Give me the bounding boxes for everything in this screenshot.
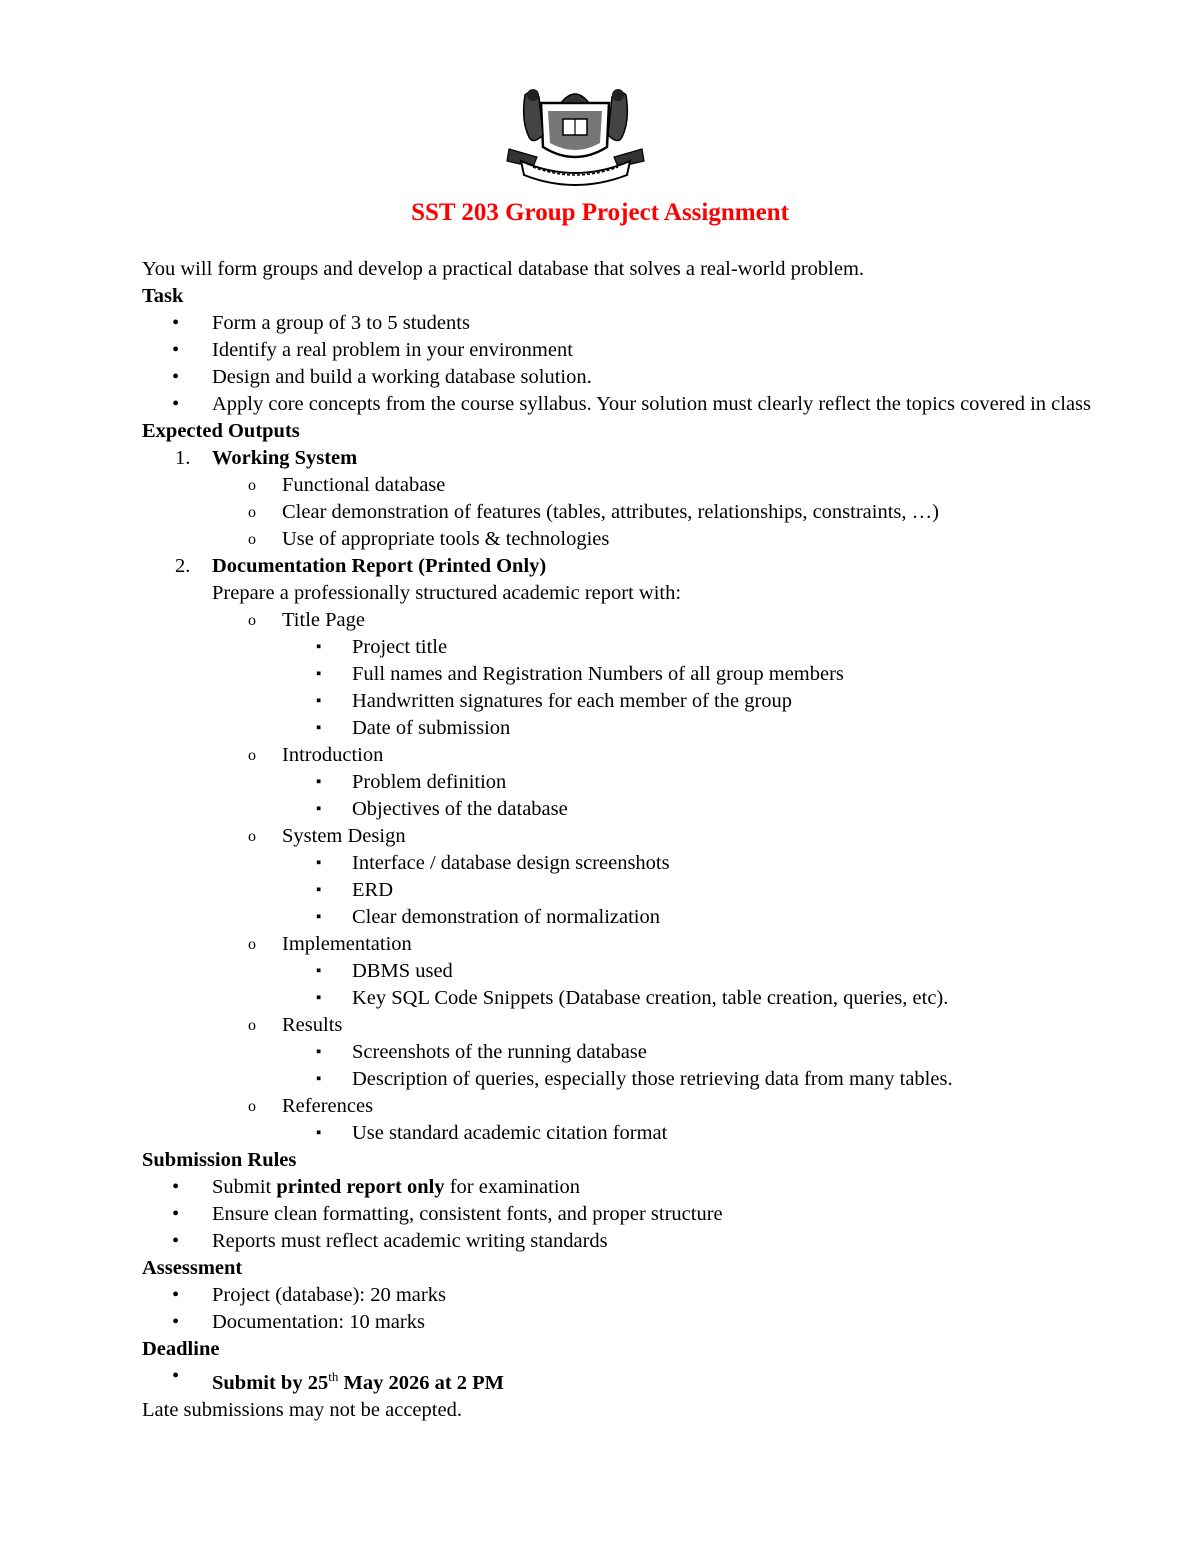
section-items — [282, 769, 1142, 823]
list-item: ▪ Objectives of the database — [282, 796, 1142, 823]
section-name: System Design — [282, 825, 406, 847]
working-system-item — [142, 445, 1142, 553]
documentation-report-item — [142, 553, 1142, 1147]
list-item: ▪ Key SQL Code Snippets (Database creation, table creation, queries, etc). — [282, 985, 1142, 1012]
deadline-day-suffix: th — [328, 1369, 339, 1384]
list-item: o Clear demonstration of features (tables, attributes, relationships, constraints, …) — [212, 499, 1142, 526]
list-item: • Reports must reflect academic writing standards — [142, 1228, 1142, 1255]
section-system-design — [212, 823, 1142, 931]
list-item: o Functional database — [212, 472, 1142, 499]
working-system-title: Working System — [212, 447, 358, 469]
assessment-heading: Assessment — [142, 1257, 243, 1279]
section-name: Title Page — [282, 609, 365, 631]
section-items — [282, 634, 1142, 742]
list-item — [142, 1363, 1142, 1397]
deadline-date: May 2026 at 2 PM — [338, 1371, 505, 1394]
list-item: ▪ Screenshots of the running database — [282, 1039, 1142, 1066]
submission-rules-heading: Submission Rules — [142, 1149, 297, 1171]
list-item: ▪ DBMS used — [282, 958, 1142, 985]
list-item: • Form a group of 3 to 5 students — [142, 310, 1142, 337]
section-name: Introduction — [282, 744, 384, 766]
task-heading: Task — [142, 285, 184, 307]
expected-outputs-list — [142, 445, 1142, 1147]
list-item: • Project (database): 20 marks — [142, 1282, 1142, 1309]
list-item: • Identify a real problem in your environment — [142, 337, 1142, 364]
section-items — [282, 1120, 1142, 1147]
intro-text: You will form groups and develop a practical database that solves a real-world problem. — [142, 258, 865, 280]
assessment-list — [142, 1282, 1142, 1336]
document-body — [142, 256, 1142, 1424]
section-items — [282, 850, 1142, 931]
list-item: • Documentation: 10 marks — [142, 1309, 1142, 1336]
list-item: • Apply core concepts from the course syllabus. Your solution must clearly reflect the topics covered in class — [142, 391, 1142, 418]
section-name: Implementation — [282, 933, 412, 955]
list-item — [142, 1174, 1142, 1201]
list-item: ▪ Full names and Registration Numbers of all group members — [282, 661, 1142, 688]
documentation-report-title: Documentation Report (Printed Only) — [212, 555, 547, 577]
documentation-sections-list — [282, 607, 1142, 1147]
documentation-report-lead: Prepare a professionally structured academic report with: — [212, 582, 682, 604]
bold-text-run: printed report only — [276, 1176, 445, 1198]
text-run: for examination — [444, 1176, 581, 1198]
list-item: ▪ Interface / database design screenshots — [282, 850, 1142, 877]
section-results — [212, 1012, 1142, 1093]
section-introduction — [212, 742, 1142, 823]
deadline-heading: Deadline — [142, 1338, 220, 1360]
section-items — [282, 1039, 1142, 1093]
section-references — [212, 1093, 1142, 1147]
expected-outputs-heading: Expected Outputs — [142, 420, 300, 442]
list-item: ▪ Project title — [282, 634, 1142, 661]
deadline-list — [142, 1363, 1142, 1397]
working-system-list — [282, 472, 1142, 553]
list-item: • Design and build a working database solution. — [142, 364, 1142, 391]
task-list — [142, 310, 1142, 418]
university-crest-icon — [503, 85, 648, 195]
document-title: SST 203 Group Project Assignment — [411, 199, 789, 226]
list-item: ▪ ERD — [282, 877, 1142, 904]
section-title-page — [212, 607, 1142, 742]
section-name: References — [282, 1095, 374, 1117]
submission-rules-list — [142, 1174, 1142, 1255]
list-item: ▪ Date of submission — [282, 715, 1142, 742]
list-item: ▪ Handwritten signatures for each member of the group — [282, 688, 1142, 715]
list-item: ▪ Problem definition — [282, 769, 1142, 796]
text-run: Submit — [212, 1176, 277, 1198]
deadline-day: 25 — [307, 1371, 329, 1394]
late-submission-note: Late submissions may not be accepted. — [142, 1398, 462, 1421]
list-item: ▪ Clear demonstration of normalization — [282, 904, 1142, 931]
section-items — [282, 958, 1142, 1012]
section-implementation — [212, 931, 1142, 1012]
list-item: ▪ Use standard academic citation format — [282, 1120, 1142, 1147]
text-run: Submit by — [212, 1371, 308, 1394]
section-name: Results — [282, 1014, 343, 1036]
list-item: • Ensure clean formatting, consistent fonts, and proper structure — [142, 1201, 1142, 1228]
list-item: ▪ Description of queries, especially those retrieving data from many tables. — [282, 1066, 1142, 1093]
list-item: o Use of appropriate tools & technologies — [212, 526, 1142, 553]
